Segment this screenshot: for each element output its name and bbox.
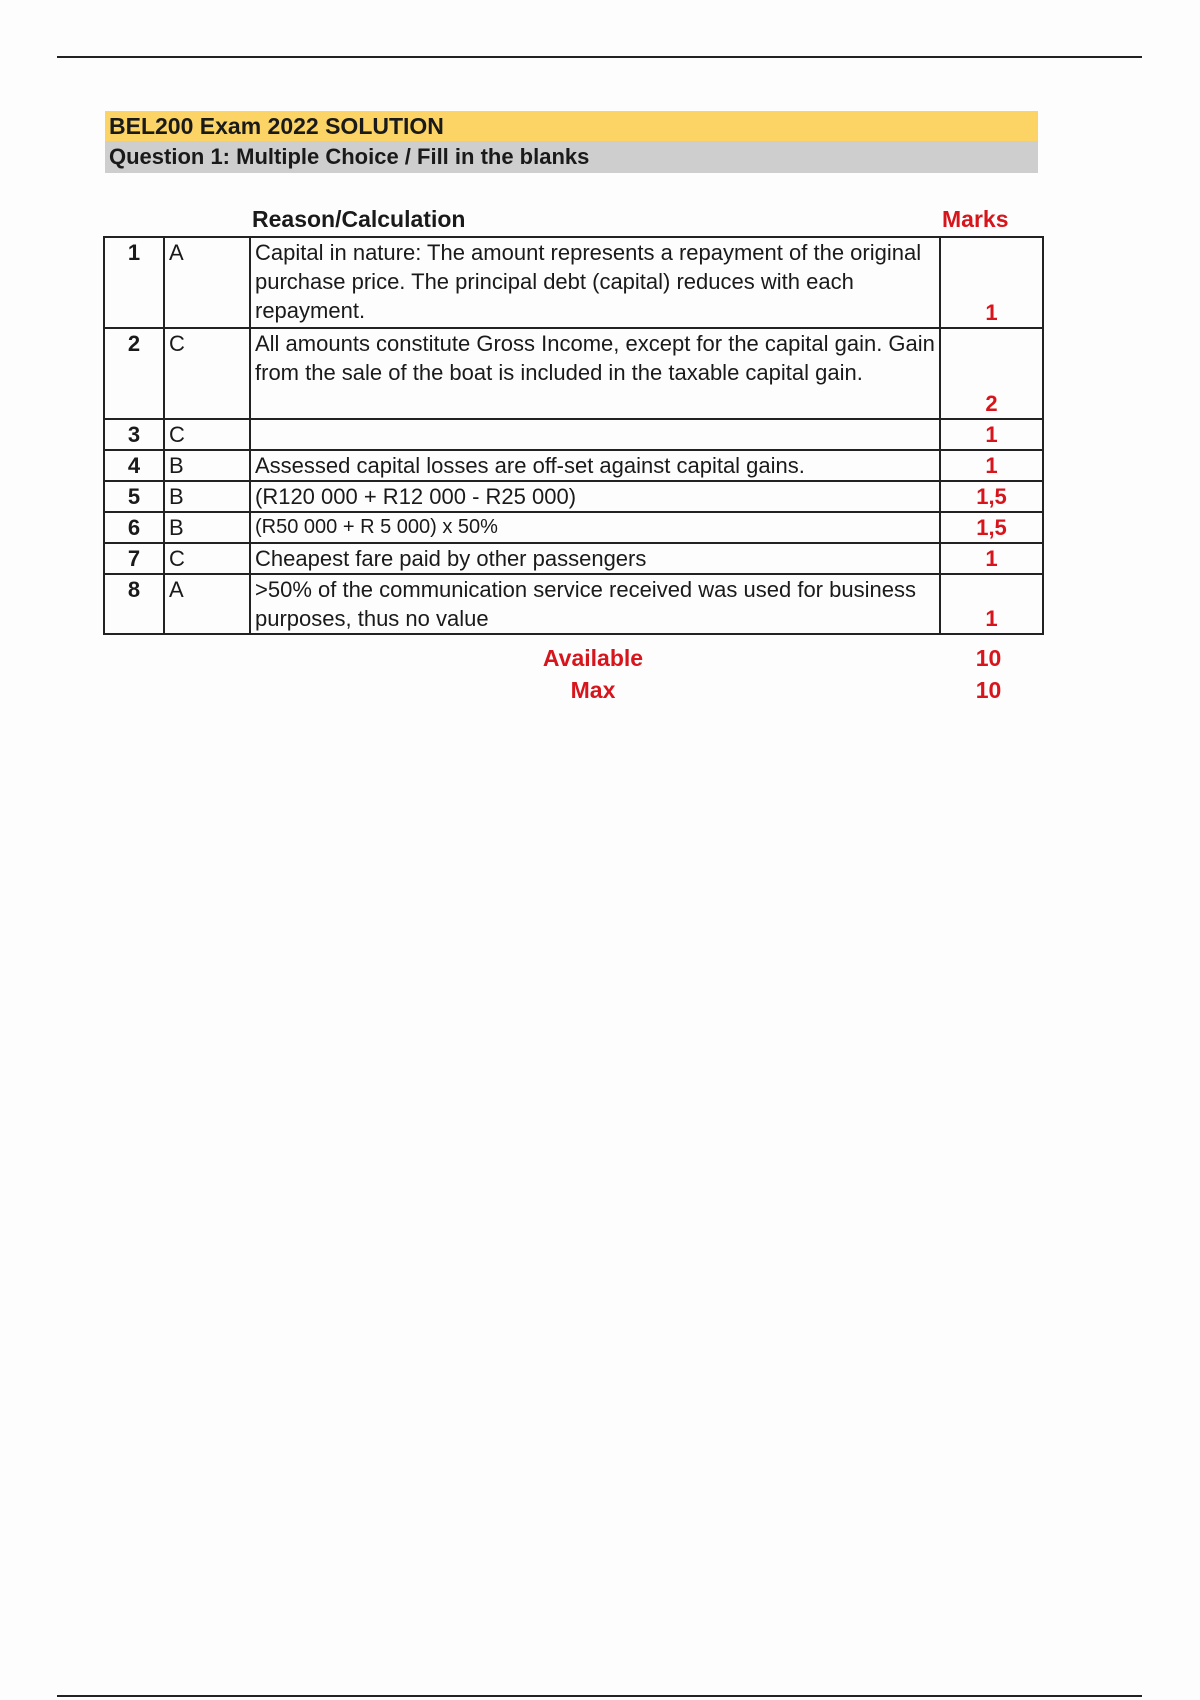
reason-text: (R50 000 + R 5 000) x 50% xyxy=(250,512,940,543)
table-row xyxy=(104,512,1043,543)
reason-text: Assessed capital losses are off-set against capital gains. xyxy=(250,450,940,481)
mark-value: 1 xyxy=(940,543,1043,574)
top-rule xyxy=(57,56,1142,58)
reason-text: Cheapest fare paid by other passengers xyxy=(250,543,940,574)
mark-value: 1 xyxy=(940,450,1043,481)
max-label: Max xyxy=(570,677,616,703)
question-number: 4 xyxy=(104,450,164,481)
reason-text xyxy=(250,419,940,450)
mark-value: 1,5 xyxy=(940,512,1043,543)
max-value: 10 xyxy=(975,677,1002,703)
question-number: 3 xyxy=(104,419,164,450)
mark-value: 1 xyxy=(940,419,1043,450)
table-row xyxy=(104,419,1043,450)
table-row xyxy=(104,237,1043,328)
marks-column-header: Marks xyxy=(942,206,1009,232)
question-number: 1 xyxy=(104,237,164,328)
question-number: 6 xyxy=(104,512,164,543)
question-number: 5 xyxy=(104,481,164,512)
available-label: Available xyxy=(542,645,644,671)
table-row xyxy=(104,450,1043,481)
reason-text: (R120 000 + R12 000 - R25 000) xyxy=(250,481,940,512)
question-number: 7 xyxy=(104,543,164,574)
reason-text: Capital in nature: The amount represents a repayment of the original purchase price. The principal debt (capital) reduces with each repayment. xyxy=(250,237,940,328)
reason-column-header: Reason/Calculation xyxy=(252,206,466,232)
question-number: 8 xyxy=(104,574,164,634)
bottom-rule xyxy=(57,1695,1142,1697)
mark-value: 1 xyxy=(940,237,1043,328)
answer-letter: B xyxy=(164,481,250,512)
answer-letter: C xyxy=(164,543,250,574)
question-number: 2 xyxy=(104,328,164,419)
answer-letter: C xyxy=(164,328,250,419)
answer-letter: B xyxy=(164,512,250,543)
table-row xyxy=(104,543,1043,574)
reason-text: All amounts constitute Gross Income, except for the capital gain. Gain from the sale of the boat is included in the taxable capital gain. xyxy=(250,328,940,419)
mark-value: 1 xyxy=(940,574,1043,634)
table-row xyxy=(104,481,1043,512)
answers-table xyxy=(103,236,1044,635)
reason-text: >50% of the communication service received was used for business purposes, thus no value xyxy=(250,574,940,634)
mark-value: 2 xyxy=(940,328,1043,419)
table-row xyxy=(104,574,1043,634)
exam-title: BEL200 Exam 2022 SOLUTION xyxy=(105,111,1038,141)
mark-value: 1,5 xyxy=(940,481,1043,512)
available-value: 10 xyxy=(975,645,1002,671)
answer-letter: A xyxy=(164,237,250,328)
question-heading: Question 1: Multiple Choice / Fill in the blanks xyxy=(105,141,1038,173)
answer-letter: A xyxy=(164,574,250,634)
answer-letter: B xyxy=(164,450,250,481)
table-row xyxy=(104,328,1043,419)
answer-letter: C xyxy=(164,419,250,450)
